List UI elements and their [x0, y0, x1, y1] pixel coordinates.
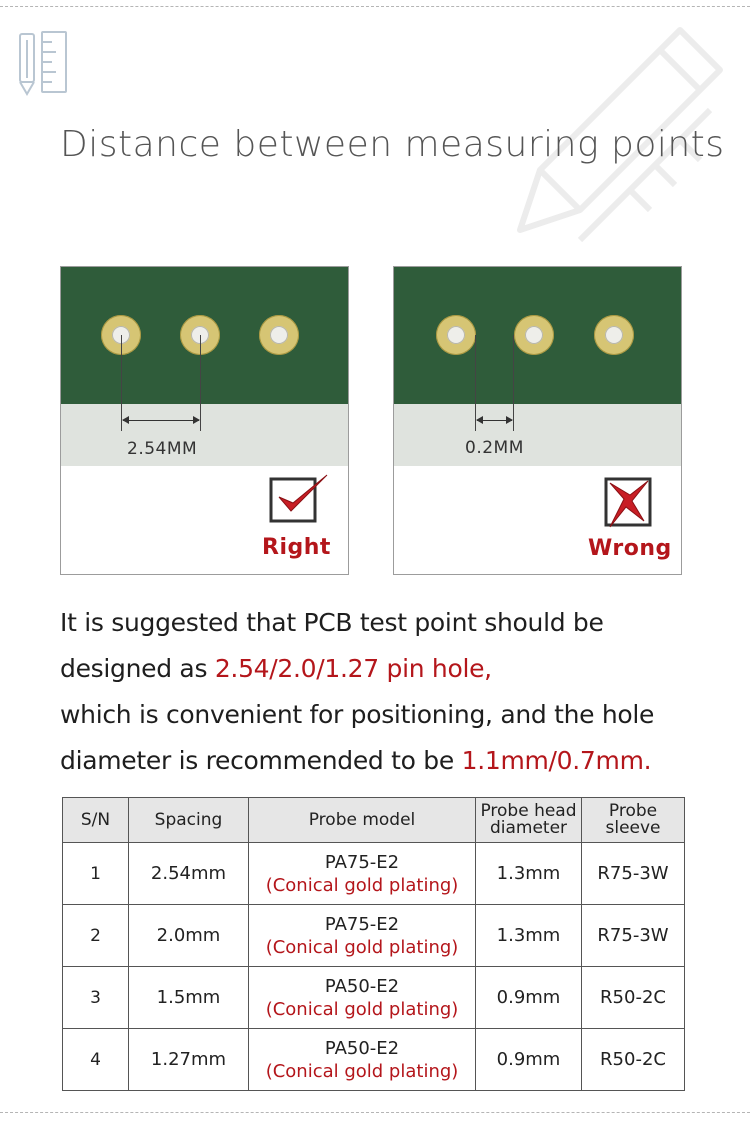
cell-probe-model: PA50-E2 (Conical gold plating): [249, 1029, 476, 1091]
cell-spacing: 1.27mm: [129, 1029, 249, 1091]
highlight-pin-hole: 2.54/2.0/1.27 pin hole,: [214, 654, 492, 683]
table-row: [63, 905, 685, 967]
cell-sn: 3: [63, 967, 129, 1029]
right-example-panel: [60, 266, 349, 575]
test-pad: [259, 315, 299, 355]
cell-sleeve: R75-3W: [582, 905, 685, 967]
dimension-guide-line: [200, 335, 201, 431]
table-row: [63, 843, 685, 905]
cell-probe-model: PA75-E2 (Conical gold plating): [249, 843, 476, 905]
cell-spacing: 2.54mm: [129, 843, 249, 905]
cell-sleeve: R50-2C: [582, 967, 685, 1029]
arrow-right-icon: [506, 416, 513, 424]
probe-spec-table: [62, 797, 685, 1091]
dimension-guide-line: [513, 335, 514, 431]
paragraph-line: diameter is recommended to be 1.1mm/0.7mm.: [60, 746, 652, 775]
spacing-label: 2.54MM: [127, 439, 198, 459]
bottom-dashed-divider: [0, 1112, 750, 1113]
header-probe-model: Probe model: [249, 798, 476, 843]
test-pad: [594, 315, 634, 355]
table-row: [63, 1029, 685, 1091]
cell-head-diameter: 0.9mm: [476, 967, 582, 1029]
recommendation-text: [60, 600, 740, 784]
dimension-strip: [394, 404, 681, 466]
verdict-label: Right: [262, 535, 331, 560]
cell-head-diameter: 1.3mm: [476, 843, 582, 905]
cell-sleeve: R50-2C: [582, 1029, 685, 1091]
pcb-board-image: [61, 267, 348, 404]
cell-sn: 4: [63, 1029, 129, 1091]
cell-head-diameter: 1.3mm: [476, 905, 582, 967]
dimension-arrow: [123, 420, 199, 421]
cell-probe-model: PA75-E2 (Conical gold plating): [249, 905, 476, 967]
cross-icon: [604, 475, 654, 531]
header-probe-sleeve: Probe sleeve: [582, 798, 685, 843]
page-title: Distance between measuring points: [60, 124, 725, 165]
test-pad: [514, 315, 554, 355]
test-pad: [436, 315, 476, 355]
highlight-hole-diameter: 1.1mm/0.7mm.: [461, 746, 652, 775]
cell-sn: 1: [63, 843, 129, 905]
cell-probe-model: PA50-E2 (Conical gold plating): [249, 967, 476, 1029]
header-spacing: Spacing: [129, 798, 249, 843]
header-probe-head-diameter: Probe head diameter: [476, 798, 582, 843]
pencil-ruler-icon: [18, 30, 70, 96]
verdict-label: Wrong: [588, 536, 672, 561]
arrow-left-icon: [122, 416, 129, 424]
pcb-board-image: [394, 267, 681, 404]
spacing-label: 0.2MM: [465, 438, 524, 458]
paragraph-line: It is suggested that PCB test point should be: [60, 608, 604, 637]
cell-sn: 2: [63, 905, 129, 967]
dimension-strip: [61, 404, 348, 466]
checkmark-icon: [269, 471, 333, 523]
arrow-left-icon: [476, 416, 483, 424]
arrow-right-icon: [193, 416, 200, 424]
cell-head-diameter: 0.9mm: [476, 1029, 582, 1091]
cell-spacing: 2.0mm: [129, 905, 249, 967]
table-row: [63, 967, 685, 1029]
wrong-example-panel: [393, 266, 682, 575]
paragraph-line: designed as 2.54/2.0/1.27 pin hole,: [60, 654, 492, 683]
header-sn: S/N: [63, 798, 129, 843]
table-header-row: [63, 798, 685, 843]
paragraph-line: which is convenient for positioning, and the hole: [60, 700, 655, 729]
cell-spacing: 1.5mm: [129, 967, 249, 1029]
cell-sleeve: R75-3W: [582, 843, 685, 905]
